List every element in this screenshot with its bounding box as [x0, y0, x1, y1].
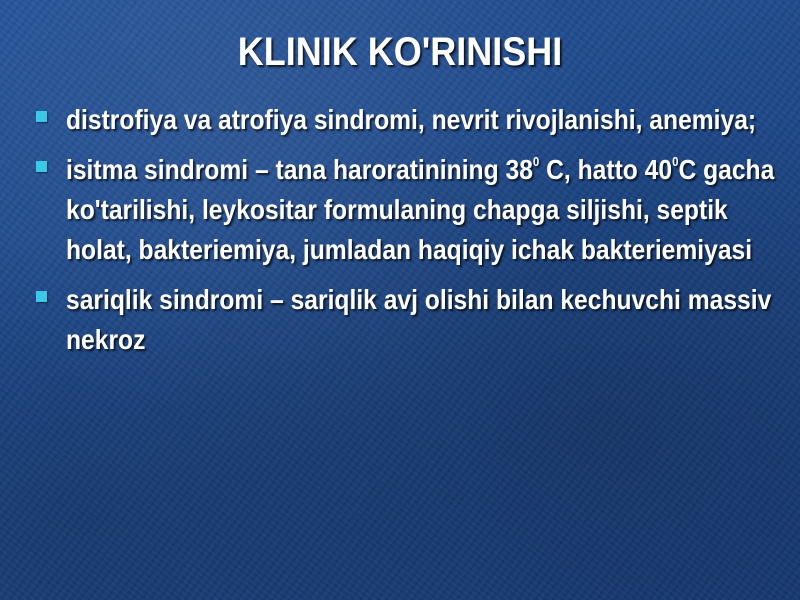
bullet-text: [66, 280, 788, 360]
square-bullet-icon: [36, 111, 47, 122]
bullet-text-segment: C, hatto 40: [539, 154, 673, 185]
square-bullet-icon: [36, 161, 47, 172]
bullet-text-segment: sariqlik sindromi – sariqlik avj olishi bilan kechuvchi massiv nekroz: [66, 284, 772, 355]
square-bullet-icon: [36, 291, 47, 302]
bullet-text-segment: isitma sindromi – tana haroratinining 38: [66, 154, 533, 185]
degree-superscript: 0: [532, 154, 540, 169]
bullet-list: [36, 100, 796, 370]
degree-superscript: 0: [672, 154, 679, 169]
bullet-item: [36, 280, 796, 360]
bullet-text: [66, 100, 788, 140]
bullet-text: [66, 150, 788, 270]
bullet-item: [36, 150, 796, 270]
bullet-text-segment: distrofiya va atrofiya sindromi, nevrit rivojlanishi, anemiya;: [66, 104, 757, 135]
bullet-item: [36, 100, 796, 140]
bullet-text-segment: C gacha ko'tarilishi, leykositar formulaning chapga siljishi, septik holat, bakteriemiya, jumladan haqiqiy ichak bakteriemiyasi: [66, 154, 775, 265]
slide-title: KLINIK KO'RINISHI: [237, 30, 563, 74]
